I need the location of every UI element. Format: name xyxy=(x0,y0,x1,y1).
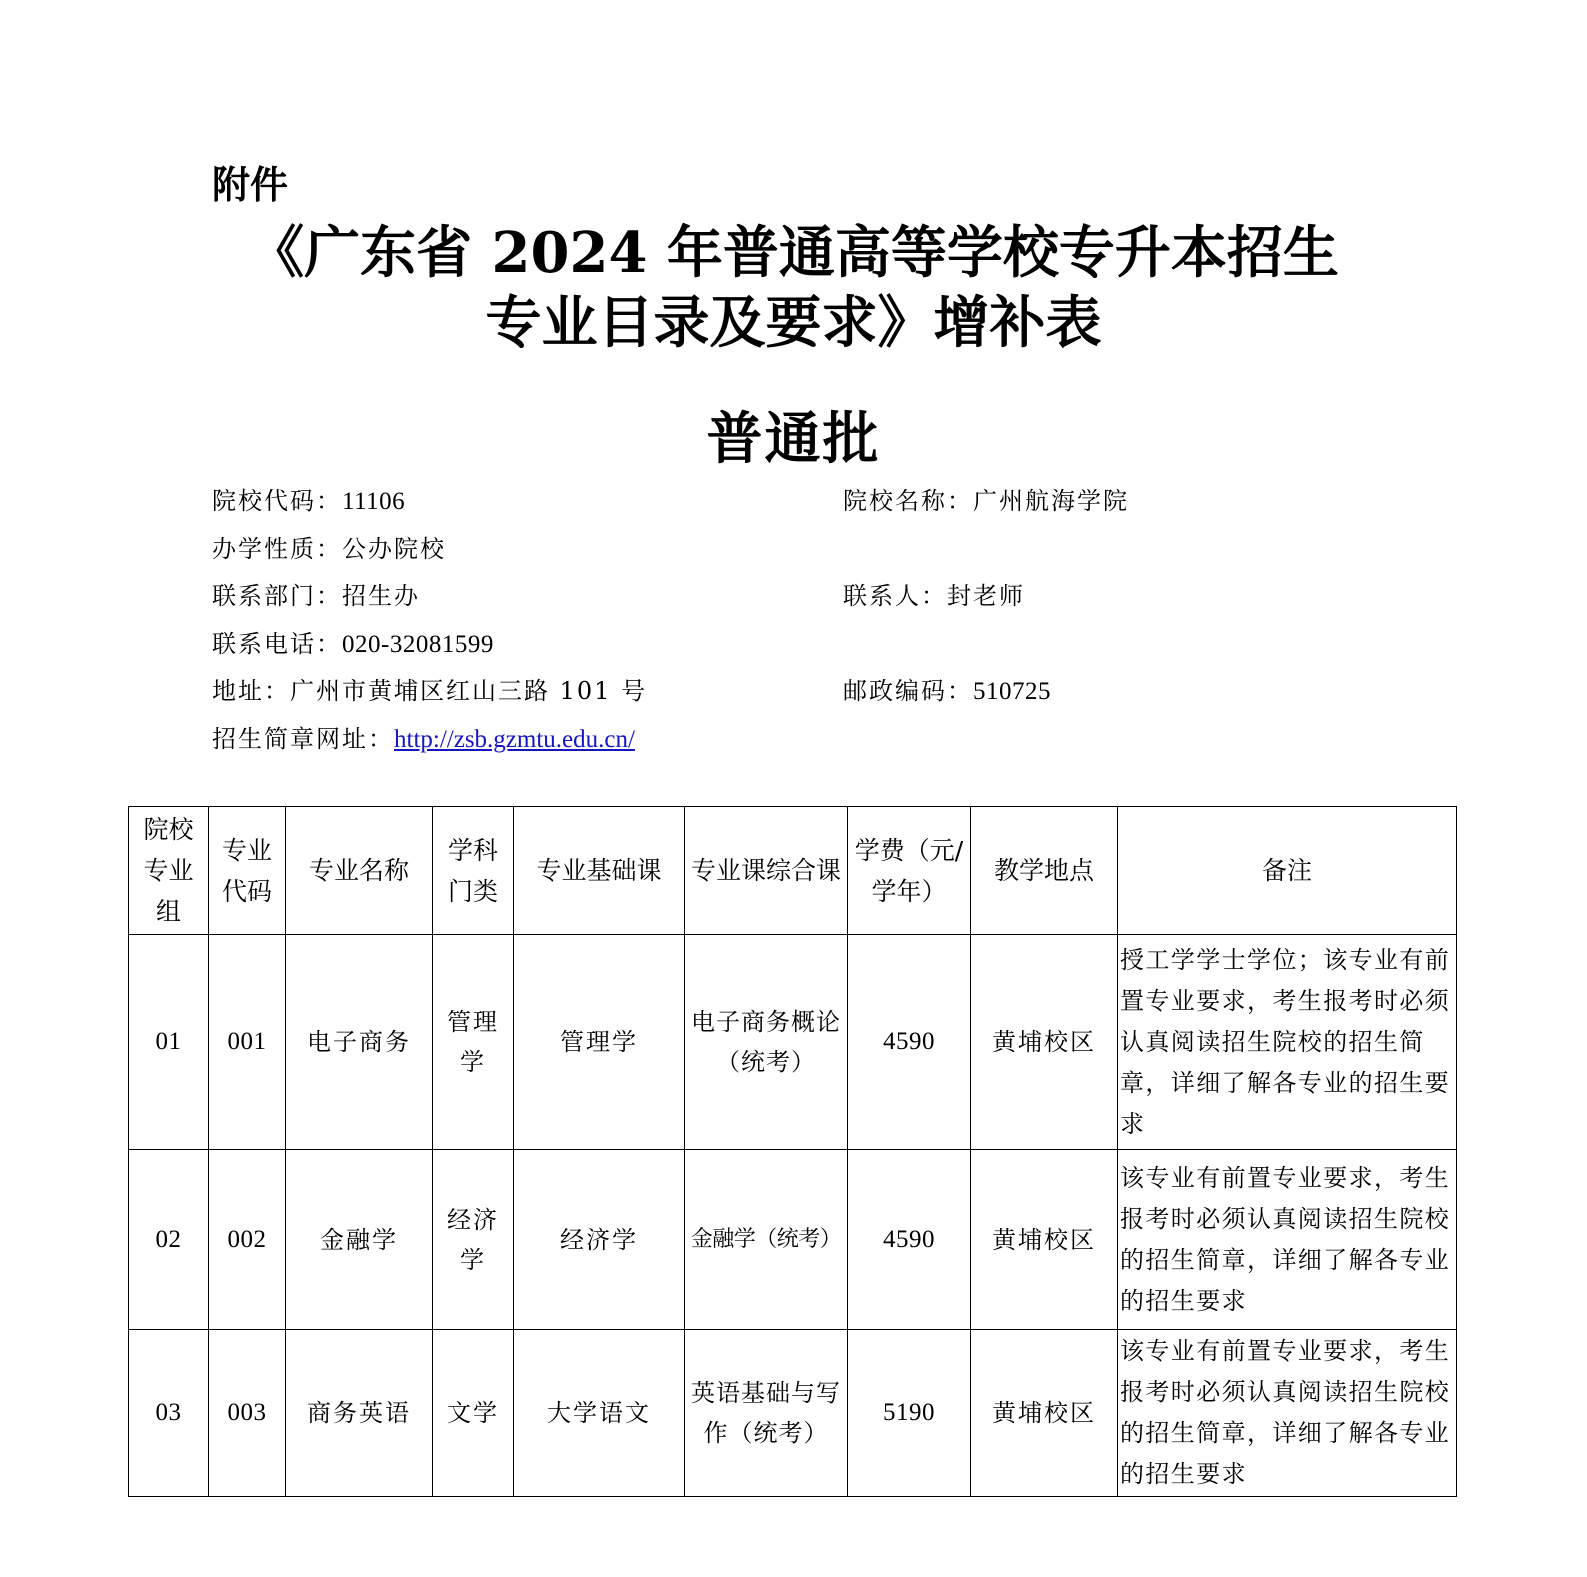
cell-foundation-course: 经济学 xyxy=(514,1150,685,1330)
header-foundation-course: 专业基础课 xyxy=(514,807,685,935)
document-title xyxy=(0,218,1587,358)
contact-department-label: 联系部门： xyxy=(212,582,342,611)
header-category: 学科门类 xyxy=(433,807,514,935)
contact-person-value: 封老师 xyxy=(947,582,1025,611)
school-code-label: 院校代码： xyxy=(212,487,342,515)
cell-tuition: 5190 xyxy=(848,1330,971,1497)
cell-major-code: 001 xyxy=(209,935,286,1150)
table-row xyxy=(129,935,1457,1150)
school-code-value: 11106 xyxy=(342,488,406,515)
header-major-name: 专业名称 xyxy=(286,807,433,935)
website-label: 招生简章网址： xyxy=(212,724,394,753)
website xyxy=(212,716,635,764)
school-nature-label: 办学性质： xyxy=(212,534,342,563)
cell-tuition: 4590 xyxy=(848,935,971,1150)
school-nature xyxy=(212,526,446,574)
postcode-label: 邮政编码： xyxy=(843,677,973,706)
postcode xyxy=(843,668,1051,716)
info-row xyxy=(212,526,1462,574)
address xyxy=(212,668,647,716)
cell-category: 管理学 xyxy=(433,935,514,1150)
header-group: 院校专业组 xyxy=(129,807,209,935)
cell-category: 文学 xyxy=(433,1330,514,1497)
school-info xyxy=(212,478,1462,764)
school-nature-value: 公办院校 xyxy=(342,534,446,563)
header-location: 教学地点 xyxy=(971,807,1118,935)
header-major-code: 专业代码 xyxy=(209,807,286,935)
cell-major-code: 002 xyxy=(209,1150,286,1330)
title-line-1: 《广东省 2024 年普通高等学校专升本招生 xyxy=(248,220,1339,286)
school-name xyxy=(843,478,1129,526)
cell-category: 经济学 xyxy=(433,1150,514,1330)
website-link[interactable]: http://zsb.gzmtu.edu.cn/ xyxy=(394,725,635,753)
info-row xyxy=(212,621,1462,669)
school-name-value: 广州航海学院 xyxy=(973,487,1129,515)
postcode-value: 510725 xyxy=(973,678,1051,706)
cell-location: 黄埔校区 xyxy=(971,935,1118,1150)
contact-department-value: 招生办 xyxy=(342,582,420,611)
cell-foundation-course: 大学语文 xyxy=(514,1330,685,1497)
cell-major-name: 商务英语 xyxy=(286,1330,433,1497)
header-row xyxy=(129,807,1457,935)
cell-group: 03 xyxy=(129,1330,209,1497)
attachment-label: 附件 xyxy=(212,163,289,207)
info-row xyxy=(212,716,1462,764)
school-name-label: 院校名称： xyxy=(843,487,973,515)
table-row xyxy=(129,1150,1457,1330)
cell-foundation-course: 管理学 xyxy=(514,935,685,1150)
cell-remarks: 该专业有前置专业要求，考生报考时必须认真阅读招生院校的招生简章，详细了解各专业的招生要求 xyxy=(1118,1330,1457,1497)
cell-major-name: 电子商务 xyxy=(286,935,433,1150)
cell-group: 01 xyxy=(129,935,209,1150)
header-tuition: 学费（元/学年） xyxy=(848,807,971,935)
cell-comprehensive-course: 英语基础与写作（统考） xyxy=(685,1330,848,1497)
contact-department xyxy=(212,573,420,621)
cell-location: 黄埔校区 xyxy=(971,1330,1118,1497)
cell-major-code: 003 xyxy=(209,1330,286,1497)
cell-location: 黄埔校区 xyxy=(971,1150,1118,1330)
cell-major-name: 金融学 xyxy=(286,1150,433,1330)
info-row xyxy=(212,478,1462,526)
contact-person-label: 联系人： xyxy=(843,582,947,611)
cell-remarks: 该专业有前置专业要求，考生报考时必须认真阅读招生院校的招生简章，详细了解各专业的招生要求 xyxy=(1118,1150,1457,1330)
contact-person xyxy=(843,573,1025,621)
cell-comprehensive-course: 电子商务概论（统考） xyxy=(685,935,848,1150)
info-row xyxy=(212,668,1462,716)
majors-table xyxy=(128,806,1457,1497)
cell-group: 02 xyxy=(129,1150,209,1330)
address-value: 广州市黄埔区红山三路 101 号 xyxy=(290,677,648,706)
cell-tuition: 4590 xyxy=(848,1150,971,1330)
contact-phone xyxy=(212,621,494,669)
batch-heading: 普通批 xyxy=(706,407,881,472)
school-code xyxy=(212,478,405,526)
cell-comprehensive-course: 金融学（统考） xyxy=(685,1150,848,1330)
cell-remarks: 授工学学士学位；该专业有前置专业要求，考生报考时必须认真阅读招生院校的招生简章，详细了解各专业的招生要求 xyxy=(1118,935,1457,1150)
table-row xyxy=(129,1330,1457,1497)
title-line-2: 专业目录及要求》增补表 xyxy=(485,290,1102,356)
address-label: 地址： xyxy=(212,677,290,706)
contact-phone-label: 联系电话： xyxy=(212,629,342,658)
contact-phone-value: 020-32081599 xyxy=(342,630,494,658)
header-remarks: 备注 xyxy=(1118,807,1457,935)
header-comprehensive-course: 专业课综合课 xyxy=(685,807,848,935)
info-row xyxy=(212,573,1462,621)
